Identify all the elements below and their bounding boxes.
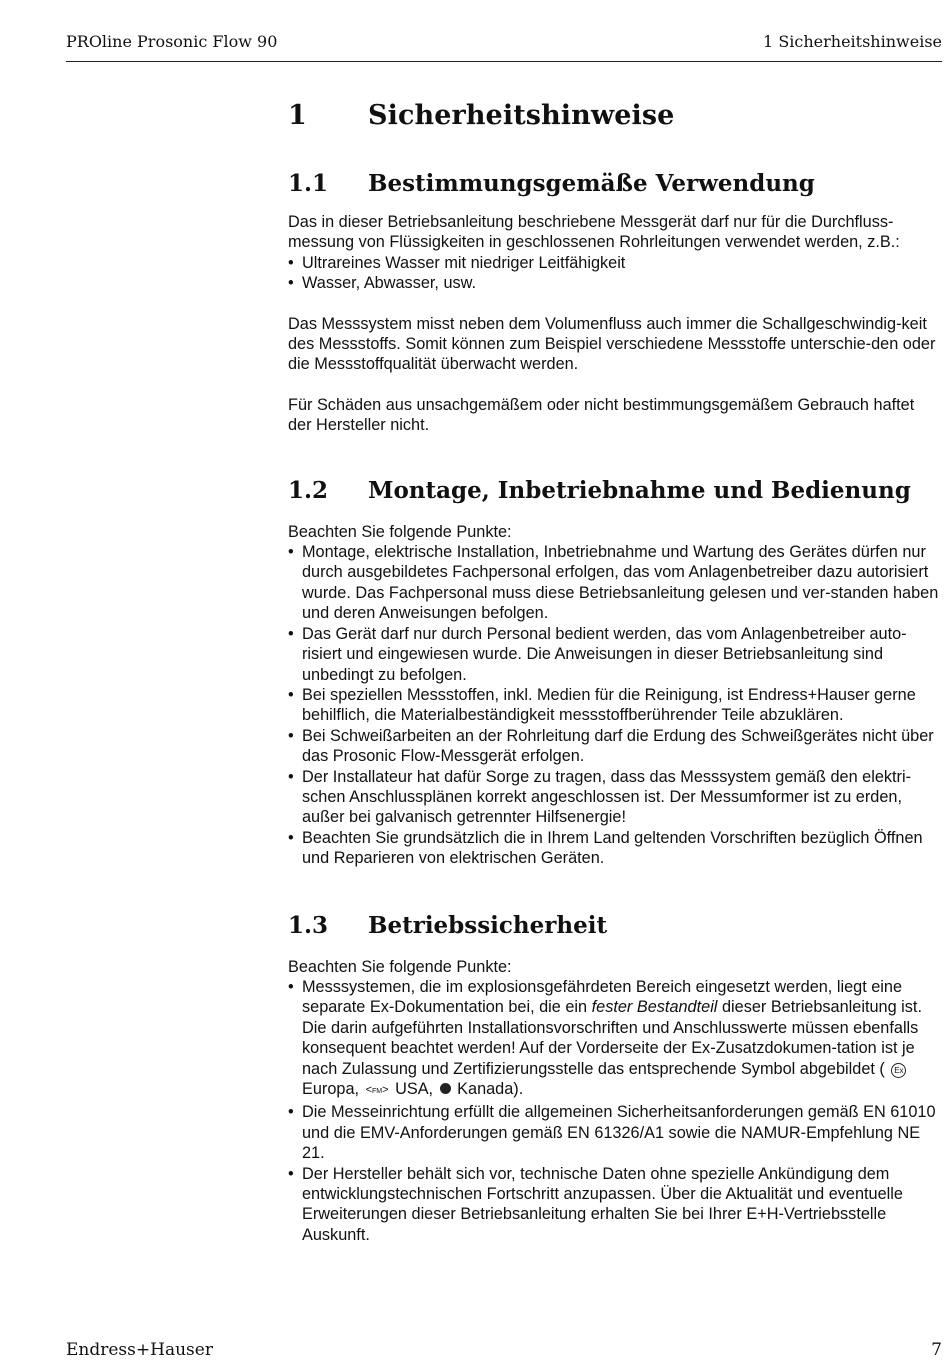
bullet-list bbox=[288, 542, 942, 869]
ex-europe-icon: Ex bbox=[891, 1063, 906, 1078]
list-item: • Beachten Sie grundsätzlich die in Ihrem Land geltenden Vorschriften bezüglich Öffnen und Reparieren von elektrischen Geräten. bbox=[288, 828, 942, 869]
list-item: • Montage, elektrische Installation, Inbetriebnahme und Wartung des Gerätes dürfen nur durch ausgebildetes Fachpersonal erfolgen, das vom Anlagenbetreiber dazu autorisiert wurde. Das Fachpersonal muss diese Betriebsanleitung gelesen und ver-standen haben und deren Anweisungen befolgen. bbox=[288, 542, 942, 624]
section-number: 1.2 bbox=[288, 477, 329, 505]
paragraph: Das Messsystem misst neben dem Volumenfluss auch immer die Schallgeschwindig-keit des Messstoffs. Somit können zum Beispiel verschiedene Messstoffe unterschie-den oder die Messstoffqualität überwacht werden. bbox=[288, 314, 936, 374]
header-product-name: PROline Prosonic Flow 90 bbox=[66, 32, 278, 51]
paragraph: Beachten Sie folgende Punkte: bbox=[288, 522, 512, 541]
list-item: • Die Messeinrichtung erfüllt die allgemeinen Sicherheitsanforderungen gemäß EN 61010 und die EMV-Anforderungen gemäß EN 61326/A1 sowie die NAMUR-Empfehlung NE 21. bbox=[288, 1102, 942, 1163]
list-item: • Bei Schweißarbeiten an der Rohrleitung darf die Erdung des Schweißgerätes nicht über das Prosonic Flow-Messgerät erfolgen. bbox=[288, 726, 942, 767]
list-item: • Ultrareines Wasser mit niedriger Leitfähigkeit bbox=[288, 253, 942, 273]
ex-text-part1: Messsystemen, die im explosionsgefährdeten Bereich eingesetzt werden, liegt eine separate Ex-Dokumentation bei, die ein bbox=[302, 977, 903, 1017]
list-item: • Wasser, Abwasser, usw. bbox=[288, 273, 942, 293]
section-heading bbox=[288, 901, 942, 951]
csa-canada-icon bbox=[440, 1083, 451, 1094]
page-number: 7 bbox=[931, 1340, 942, 1360]
section-title: Montage, Inbetriebnahme und Bedienung bbox=[368, 477, 911, 505]
section-body bbox=[288, 212, 942, 436]
paragraph: Das in dieser Betriebsanleitung beschriebene Messgerät darf nur für die Durchfluss-messung von Flüssigkeiten in geschlossenen Rohrleitungen verwendet werden, z.B.: bbox=[288, 213, 900, 252]
chapter-title: Sicherheitshinweise bbox=[368, 99, 675, 131]
bullet-list bbox=[288, 977, 942, 1245]
section-number: 1.1 bbox=[288, 169, 329, 197]
ex-usa-label: USA, bbox=[395, 1080, 434, 1098]
section-title: Bestimmungsgemäße Verwendung bbox=[368, 169, 815, 197]
ex-kanada-label: Kanada). bbox=[457, 1080, 524, 1098]
list-item: • Das Gerät darf nur durch Personal bedient werden, das vom Anlagenbetreiber auto-risiert und eingewiesen wurde. Die Anweisungen in dieser Betriebsanleitung sind unbedingt zu befolgen. bbox=[288, 624, 942, 685]
bullet-list bbox=[288, 253, 942, 294]
ex-text-part2: dieser Betriebsanleitung ist. Die darin aufgeführten Installationsvorschriften und Anschlusswerte müssen ebenfalls konsequent beachtet werden! Auf der Vorderseite der Ex-Zusatzdokumen-tation ist je nach Zulassung und Zertifizierungsstelle das entsprechende Symbol abgebildet ( bbox=[302, 998, 922, 1078]
paragraph: Beachten Sie folgende Punkte: bbox=[288, 957, 512, 976]
section-number: 1.3 bbox=[288, 912, 329, 940]
ex-europa-label: Europa, bbox=[302, 1080, 360, 1098]
section-body bbox=[288, 957, 942, 1246]
section-heading bbox=[288, 466, 942, 516]
list-item: • Der Installateur hat dafür Sorge zu tragen, dass das Messsystem gemäß den elektri-schen Anschlussplänen korrekt angeschlossen ist. Der Messumformer ist zu erden, außer bei galvanisch getrennter Hilfsenergie! bbox=[288, 767, 942, 828]
main-content bbox=[288, 90, 942, 1245]
header-chapter-title: 1 Sicherheitshinweise bbox=[763, 32, 942, 51]
chapter-number: 1 bbox=[288, 99, 307, 131]
list-item-ex bbox=[288, 977, 942, 1102]
page-header bbox=[66, 30, 942, 62]
list-item: • Der Hersteller behält sich vor, technische Daten ohne spezielle Ankündigung dem entwicklungstechnischen Fortschritt anzupassen. Über die Aktualität und eventuelle Erweiterungen dieser Betriebsanleitung erhalten Sie bei Ihrer E+H-Vertriebsstelle Auskunft. bbox=[288, 1164, 942, 1246]
list-item: • Bei speziellen Messstoffen, inkl. Medien für die Reinigung, ist Endress+Hauser gerne behilflich, die Materialbeständigkeit messstoffberührender Teile abzuklären. bbox=[288, 685, 942, 726]
section-body bbox=[288, 522, 942, 869]
paragraph: Für Schäden aus unsachgemäßem oder nicht bestimmungsgemäßem Gebrauch haftet der Hersteller nicht. bbox=[288, 395, 915, 435]
section-heading bbox=[288, 160, 942, 206]
fm-usa-icon-text: FM bbox=[372, 1088, 383, 1095]
chapter-heading bbox=[288, 90, 942, 140]
section-title: Betriebssicherheit bbox=[368, 912, 608, 940]
fm-usa-icon: <FM> bbox=[365, 1084, 389, 1096]
ex-text-emphasis: fester Bestandteil bbox=[591, 998, 718, 1017]
footer-brand: Endress+Hauser bbox=[66, 1340, 213, 1360]
